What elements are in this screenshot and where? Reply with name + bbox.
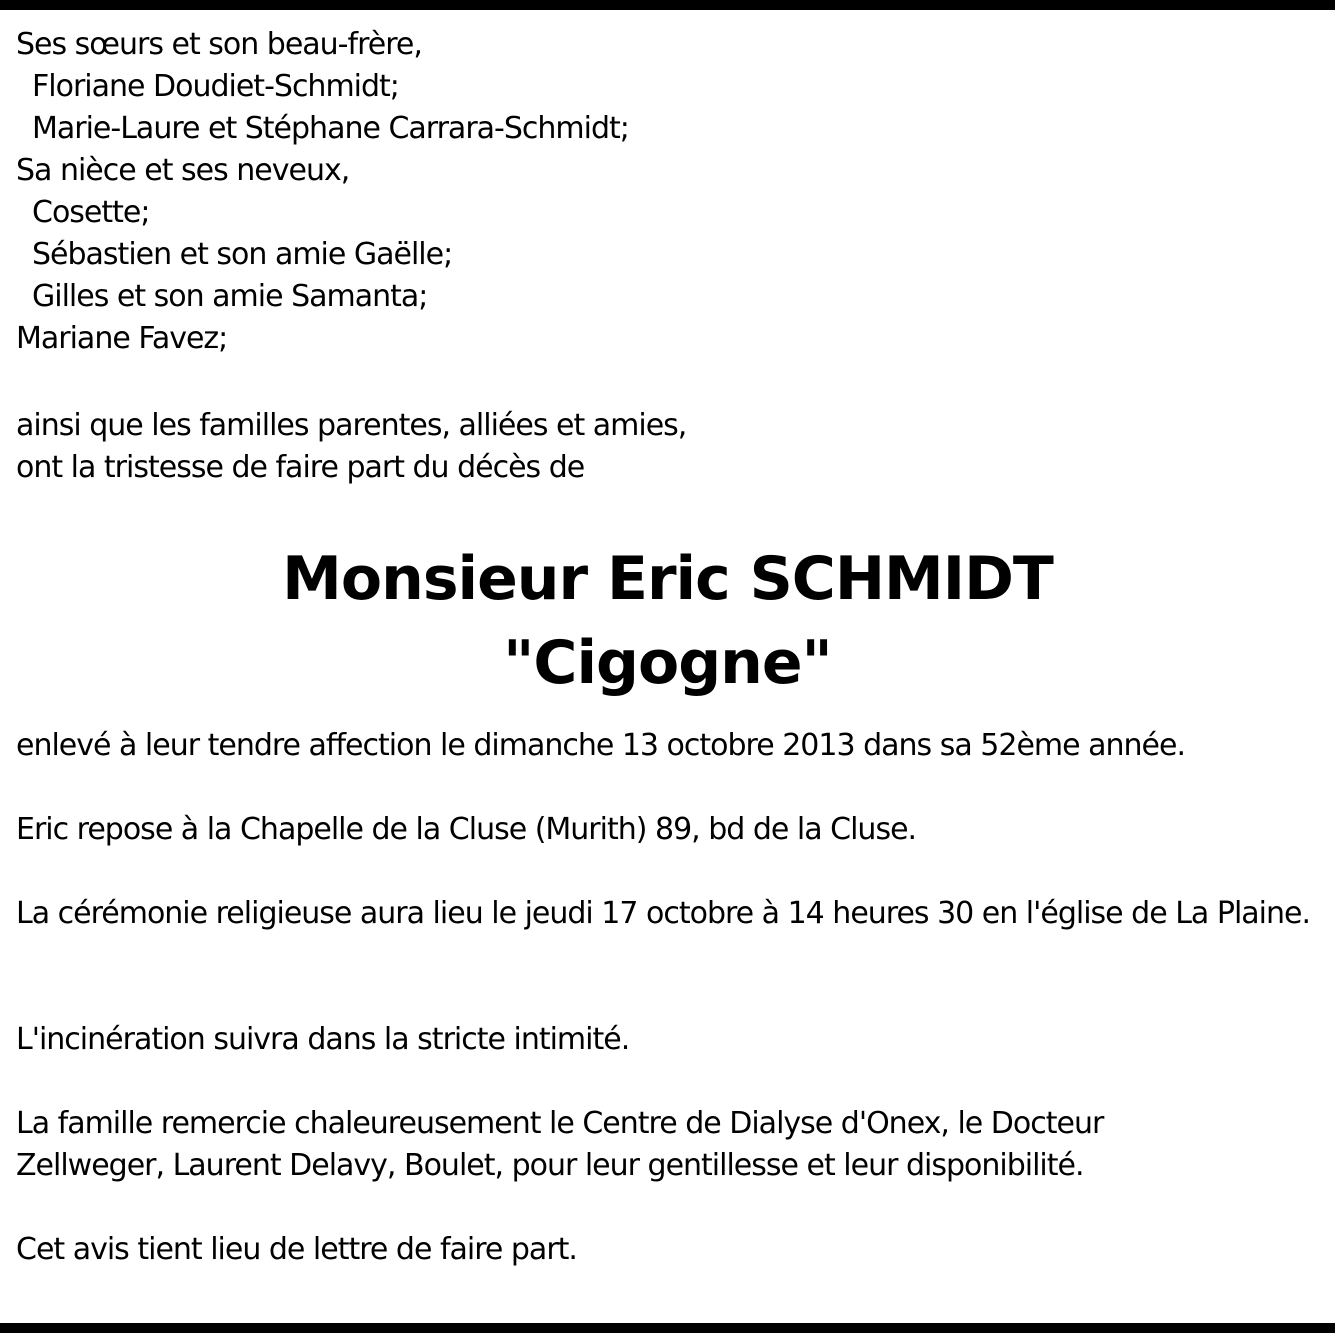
niece-name: Sébastien et son amie Gaëlle;	[32, 237, 453, 272]
thanks-paragraph: La famille remercie chaleureusement le Centre de Dialyse d'Onex, le Docteur Zellweger, Laurent Delavy, Boulet, pour leur gentillesse et leur disponibilité.	[16, 1106, 1104, 1183]
death-paragraph: enlevé à leur tendre affection le dimanche 13 octobre 2013 dans sa 52ème année.	[16, 728, 1185, 763]
bottom-border-rule	[0, 1323, 1335, 1333]
nieces-heading: Sa nièce et ses neveux,	[16, 153, 350, 188]
announcement-line: ainsi que les familles parentes, alliées et amies,	[16, 408, 687, 443]
sisters-heading: Ses sœurs et son beau-frère,	[16, 27, 422, 62]
deceased-nickname: "Cigogne"	[503, 628, 832, 698]
announcement-line: ont la tristesse de faire part du décès de	[16, 450, 585, 485]
ceremony-paragraph: La cérémonie religieuse aura lieu le jeudi 17 octobre à 14 heures 30 en l'église de La Plaine.	[16, 896, 1310, 931]
sister-name: Floriane Doudiet-Schmidt;	[32, 69, 399, 104]
other-relative: Mariane Favez;	[16, 321, 228, 356]
rest-paragraph: Eric repose à la Chapelle de la Cluse (Murith) 89, bd de la Cluse.	[16, 812, 917, 847]
cremation-paragraph: L'incinération suivra dans la stricte intimité.	[16, 1022, 630, 1057]
top-border-rule	[0, 0, 1335, 10]
notice-paragraph: Cet avis tient lieu de lettre de faire part.	[16, 1232, 577, 1267]
sister-name: Marie-Laure et Stéphane Carrara-Schmidt;	[32, 111, 629, 146]
family-list	[16, 24, 1325, 360]
deceased-title	[0, 537, 1335, 705]
niece-name: Cosette;	[32, 195, 150, 230]
announcement	[16, 405, 1325, 489]
deceased-name: Monsieur Eric SCHMIDT	[282, 544, 1053, 614]
niece-name: Gilles et son amie Samanta;	[32, 279, 428, 314]
